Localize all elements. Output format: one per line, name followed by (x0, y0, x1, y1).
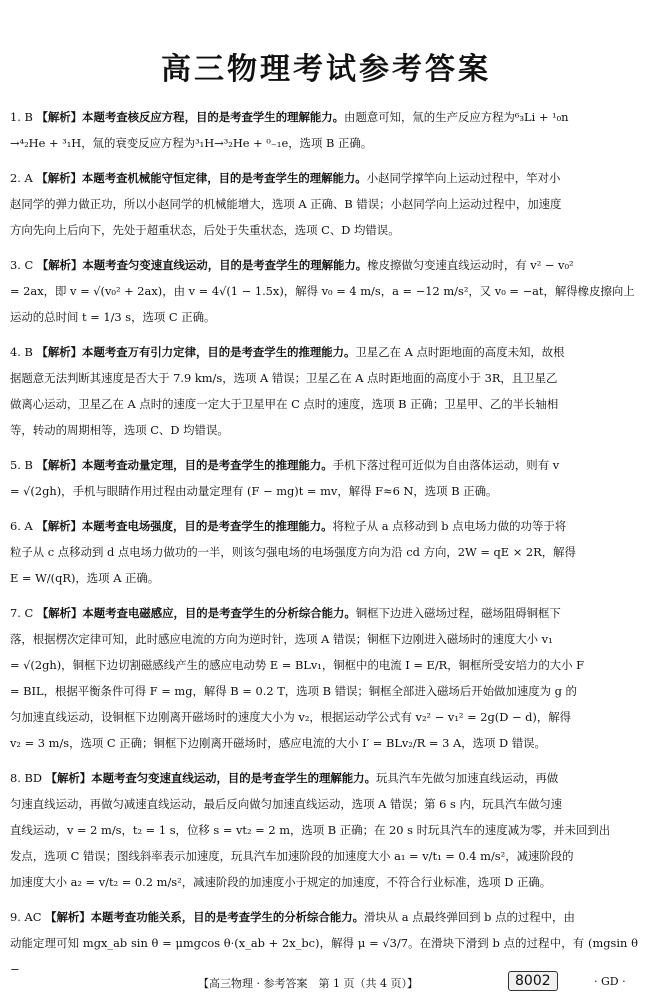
analysis-heading: 【解析】本题考查动量定理，目的是考查学生的推理能力。 (36, 458, 333, 472)
analysis-text: 小赵同学撑竿向上运动过程中，竿对小 (366, 171, 561, 185)
answer-item-q1 (10, 104, 638, 156)
analysis-heading: 【解析】本题考查电磁感应，目的是考查学生的分析综合能力。 (36, 606, 356, 620)
answer-line: 发点，选项 C 错误；图线斜率表示加速度，玩具汽车加速阶段的加速度大小 a₁ = v/t₁ = 0.4 m/s²，减速阶段的 (10, 849, 574, 863)
answer-number: 5. B (10, 458, 37, 472)
footer-page-info: 【高三物理 · 参考答案 第 1 页（共 4 页）】 (198, 977, 418, 990)
answer-item-q8 (10, 765, 638, 895)
answer-line (10, 904, 638, 930)
answer-line: 做离心运动，卫星乙在 A 点时的速度一定大于卫星甲在 C 点时的速度，选项 B 正确；卫星甲、乙的半长轴相 (10, 397, 559, 411)
answer-line: 匀加速直线运动，设铜框下边刚离开磁场时的速度大小为 v₂，根据运动学公式有 v₂² − v₁² = 2g(D − d)，解得 (10, 710, 572, 724)
answer-line: 动能定理可知 mgx_ab sin θ = μmgcos θ·(x_ab + 2x_bc)，解得 μ = √3/7。在滑块下滑到 b 点的过程中，有 (mgsin θ − (10, 936, 638, 976)
answer-line (10, 339, 638, 365)
answer-line: = √(2gh)，铜框下边切割磁感线产生的感应电动势 E = BLv₁，铜框中的电流 I = E/R，铜框所受安培力的大小 F (10, 658, 585, 672)
analysis-text: 卫星乙在 A 点时距地面的高度未知，故根 (355, 345, 565, 359)
answer-number: 1. B (10, 110, 37, 124)
answer-number: 3. C (10, 258, 37, 272)
answer-number: 9. AC (10, 910, 46, 924)
answer-number: 4. B (10, 345, 37, 359)
answer-line: 直线运动，v = 2 m/s，t₂ = 1 s，位移 s = vt₂ = 2 m，选项 B 正确；在 20 s 时玩具汽车的速度减为零，并未回到出 (10, 823, 611, 837)
answer-line: = BIL，根据平衡条件可得 F = mg，解得 B = 0.2 T，选项 B 错误；铜框全部进入磁场后开始做加速度为 g 的 (10, 684, 577, 698)
answer-line (10, 452, 638, 478)
analysis-text: 铜框下边进入磁场过程，磁场阻碍铜框下 (355, 606, 561, 620)
answer-number: 7. C (10, 606, 37, 620)
answer-item-q6 (10, 513, 638, 591)
answer-line: v₂ = 3 m/s，选项 C 正确；铜框下边刚离开磁场时，感应电流的大小 I′ = BLv₂/R = 3 A，选项 D 错误。 (10, 736, 546, 750)
answer-line: 赵同学的弹力做正功，所以小赵同学的机械能增大，选项 A 正确、B 错误；小赵同学向上运动过程中，加速度 (10, 197, 562, 211)
analysis-text: 滑块从 a 点最终弹回到 b 点的过程中，由 (364, 910, 575, 924)
analysis-heading: 【解析】本题考查核反应方程，目的是考查学生的理解能力。 (36, 110, 345, 124)
analysis-text: 玩具汽车先做匀加速直线运动，再做 (375, 771, 559, 785)
answer-line: E = W/(qR)，选项 A 正确。 (10, 571, 160, 585)
answer-line (10, 252, 638, 278)
analysis-heading: 【解析】本题考查电场强度，目的是考查学生的推理能力。 (36, 519, 333, 533)
answer-line: 粒子从 c 点移动到 d 点电场力做功的一半，则该匀强电场的电场强度方向为沿 cd 方向，2W = qE × 2R，解得 (10, 545, 576, 559)
page-footer (0, 971, 652, 995)
analysis-text: 由题意可知，氚的生产反应方程为⁶₃Li + ¹₀n (344, 110, 569, 124)
answer-line: 据题意无法判断其速度是否大于 7.9 km/s，选项 A 错误；卫星乙在 A 点时距地面的高度小于 3R，且卫星乙 (10, 371, 558, 385)
analysis-text: 手机下落过程可近似为自由落体运动，则有 v (332, 458, 560, 472)
answer-line (10, 165, 638, 191)
answer-line (10, 600, 638, 626)
analysis-heading: 【解析】本题考查匀变速直线运动，目的是考查学生的理解能力。 (36, 258, 368, 272)
analysis-text: 橡皮擦做匀变速直线运动时，有 v² − v₀² (367, 258, 574, 272)
footer-region-mark: · GD · (594, 975, 626, 988)
answer-list (10, 104, 638, 991)
analysis-heading: 【解析】本题考查机械能守恒定律，目的是考查学生的理解能力。 (36, 171, 367, 185)
answer-item-q4 (10, 339, 638, 443)
answer-item-q3 (10, 252, 638, 330)
answer-line: 落，根据楞次定律可知，此时感应电流的方向为逆时针，选项 A 错误；铜框下边刚进入磁场时的速度大小 v₁ (10, 632, 553, 646)
answer-line: 等，转动的周期相等，选项 C、D 均错误。 (10, 423, 229, 437)
answer-line: 运动的总时间 t = 1/3 s，选项 C 正确。 (10, 310, 216, 324)
page-title: 高三物理考试参考答案 (161, 52, 491, 87)
answer-line (10, 104, 638, 130)
answer-line (10, 765, 638, 791)
analysis-heading: 【解析】本题考查功能关系，目的是考查学生的分析综合能力。 (45, 910, 365, 924)
answer-line: = √(2gh)，手机与眼睛作用过程由动量定理有 (F − mg)t = mv，解得 F≈6 N，选项 B 正确。 (10, 484, 498, 498)
answer-item-q5 (10, 452, 638, 504)
answer-number: 8. BD (10, 771, 46, 785)
answer-line: = 2ax，即 v = √(v₀² + 2ax)，由 v = 4√(1 − 1.5x)，解得 v₀ = 4 m/s，a = −12 m/s²，又 v₀ = −at，解得橡皮擦向上 (10, 284, 635, 298)
analysis-heading: 【解析】本题考查万有引力定律，目的是考查学生的推理能力。 (36, 345, 356, 359)
answer-item-q7 (10, 600, 638, 756)
analysis-heading: 【解析】本题考查匀变速直线运动，目的是考查学生的理解能力。 (45, 771, 376, 785)
answer-line: 方向先向上后向下，先处于超重状态，后处于失重状态，选项 C、D 均错误。 (10, 223, 400, 237)
answer-line: 匀速直线运动，再做匀减速直线运动，最后反向做匀加速直线运动，选项 A 错误；第 6 s 内，玩具汽车做匀速 (10, 797, 563, 811)
answer-number: 6. A (10, 519, 37, 533)
answer-item-q2 (10, 165, 638, 243)
answer-number: 2. A (10, 171, 37, 185)
answer-line: →⁴₂He + ³₁H，氚的衰变反应方程为³₁H→³₂He + ⁰₋₁e，选项 B 正确。 (10, 136, 373, 150)
analysis-text: 将粒子从 a 点移动到 b 点电场力做的功等于将 (332, 519, 567, 533)
answer-line: 加速度大小 a₂ = v/t₂ = 0.2 m/s²，减速阶段的加速度小于规定的加速度，不符合行业标准，选项 D 正确。 (10, 875, 552, 889)
answer-line (10, 513, 638, 539)
footer-code-badge: 8002 (508, 971, 558, 991)
